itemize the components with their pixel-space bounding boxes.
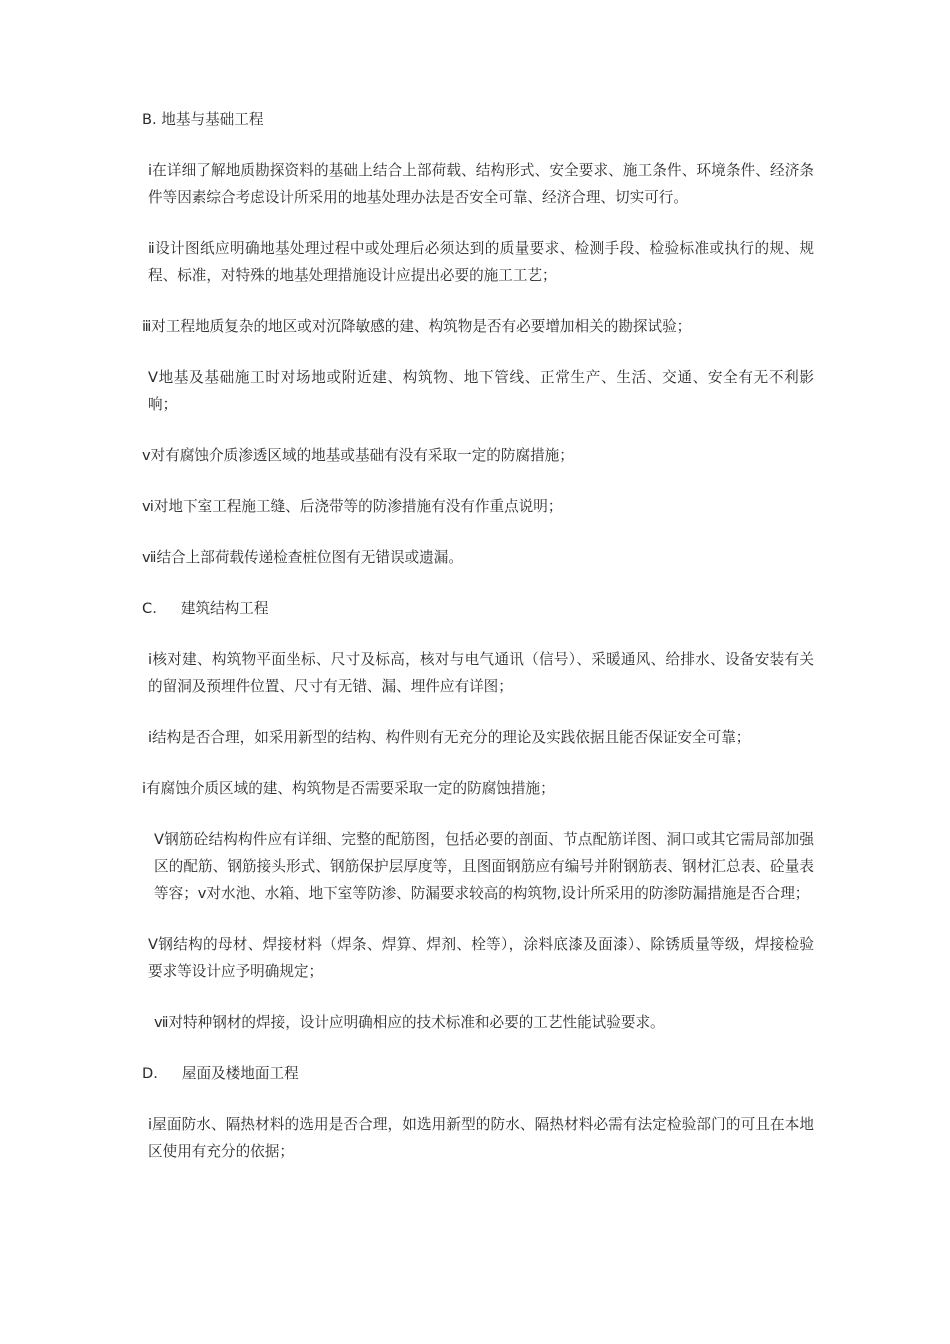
paragraph: ⅲ对工程地质复杂的地区或对沉降敏感的建、构筑物是否有必要增加相关的勘探试验； bbox=[142, 318, 692, 335]
spacer bbox=[142, 622, 814, 646]
section-title: 建筑结构工程 bbox=[180, 600, 269, 617]
spacer bbox=[142, 1087, 814, 1111]
section-heading-d bbox=[142, 1060, 814, 1087]
paragraph: ⅰ结构是否合理，如采用新型的结构、构件则有无充分的理论及实践依据且能否保证安全可靠； bbox=[148, 729, 751, 746]
spacer bbox=[142, 520, 814, 544]
section-heading-b bbox=[142, 106, 814, 133]
spacer bbox=[142, 802, 814, 826]
section-heading-c bbox=[142, 595, 814, 622]
section-label: D. bbox=[142, 1065, 158, 1082]
spacer bbox=[142, 985, 814, 1009]
paragraph: Ⅴ地基及基础施工时对场地或附近建、构筑物、地下管线、正常生产、生活、交通、安全有无不利影响； bbox=[148, 369, 814, 413]
paragraph: ⅰ核对建、构筑物平面坐标、尺寸及标高，核对与电气通讯（信号）、采暖通风、给排水、设备安装有关的留洞及预埋件位置、尺寸有无错、漏、埋件应有详图； bbox=[148, 651, 814, 695]
paragraph: ⅵ对地下室工程施工缝、后浇带等的防渗措施有没有作重点说明； bbox=[142, 498, 563, 515]
paragraph: ⅱ设计图纸应明确地基处理过程中或处理后必须达到的质量要求、检测手段、检验标准或执行的规、规程、标准，对特殊的地基处理措施设计应提出必要的施工工艺； bbox=[148, 240, 814, 284]
spacer bbox=[142, 340, 814, 364]
section-title: 地基与基础工程 bbox=[161, 111, 264, 128]
spacer bbox=[142, 571, 814, 595]
spacer bbox=[142, 1036, 814, 1060]
spacer bbox=[142, 751, 814, 775]
paragraph: Ⅴ钢筋砼结构构件应有详细、完整的配筋图，包括必要的剖面、节点配筋详图、洞口或其它需局部加强区的配筋、钢筋接头形式、钢筋保护层厚度等，且图面钢筋应有编号并附钢筋表、钢材汇总表、砼量表等容；ⅴ对水池、水箱、地下室等防渗、防漏要求较高的构筑物,设计所采用的防渗防漏措施是否合理； bbox=[154, 831, 814, 902]
paragraph: ⅰ在详细了解地质勘探资料的基础上结合上部荷载、结构形式、安全要求、施工条件、环境条件、经济条件等因素综合考虑设计所采用的地基处理办法是否安全可靠、经济合理、切实可行。 bbox=[148, 162, 814, 206]
spacer bbox=[142, 700, 814, 724]
section-label: B. bbox=[142, 111, 157, 128]
spacer bbox=[142, 469, 814, 493]
paragraph: ⅶ对特种钢材的焊接，设计应明确相应的技术标准和必要的工艺性能试验要求。 bbox=[154, 1014, 665, 1031]
document-body bbox=[142, 106, 814, 1165]
paragraph: ⅴ对有腐蚀介质渗透区域的地基或基础有没有采取一定的防腐措施； bbox=[142, 447, 574, 464]
spacer bbox=[142, 289, 814, 313]
paragraph: Ⅴ钢结构的母材、焊接材料（焊条、焊算、焊剂、栓等），涂料底漆及面漆）、除锈质量等级，焊接检验要求等设计应予明确规定； bbox=[148, 936, 814, 980]
paragraph: ⅰ有腐蚀介质区域的建、构筑物是否需要采取一定的防腐蚀措施； bbox=[142, 780, 555, 797]
spacer bbox=[142, 907, 814, 931]
section-label: C. bbox=[142, 600, 157, 617]
spacer bbox=[142, 418, 814, 442]
spacer bbox=[142, 133, 814, 157]
spacer bbox=[142, 211, 814, 235]
section-title: 屋面及楼地面工程 bbox=[181, 1065, 299, 1082]
paragraph: ⅶ结合上部荷载传递检查桩位图有无错误或遗漏。 bbox=[142, 549, 463, 566]
paragraph: ⅰ屋面防水、隔热材料的选用是否合理，如选用新型的防水、隔热材料必需有法定检验部门的可且在本地区使用有充分的依据； bbox=[148, 1116, 814, 1160]
